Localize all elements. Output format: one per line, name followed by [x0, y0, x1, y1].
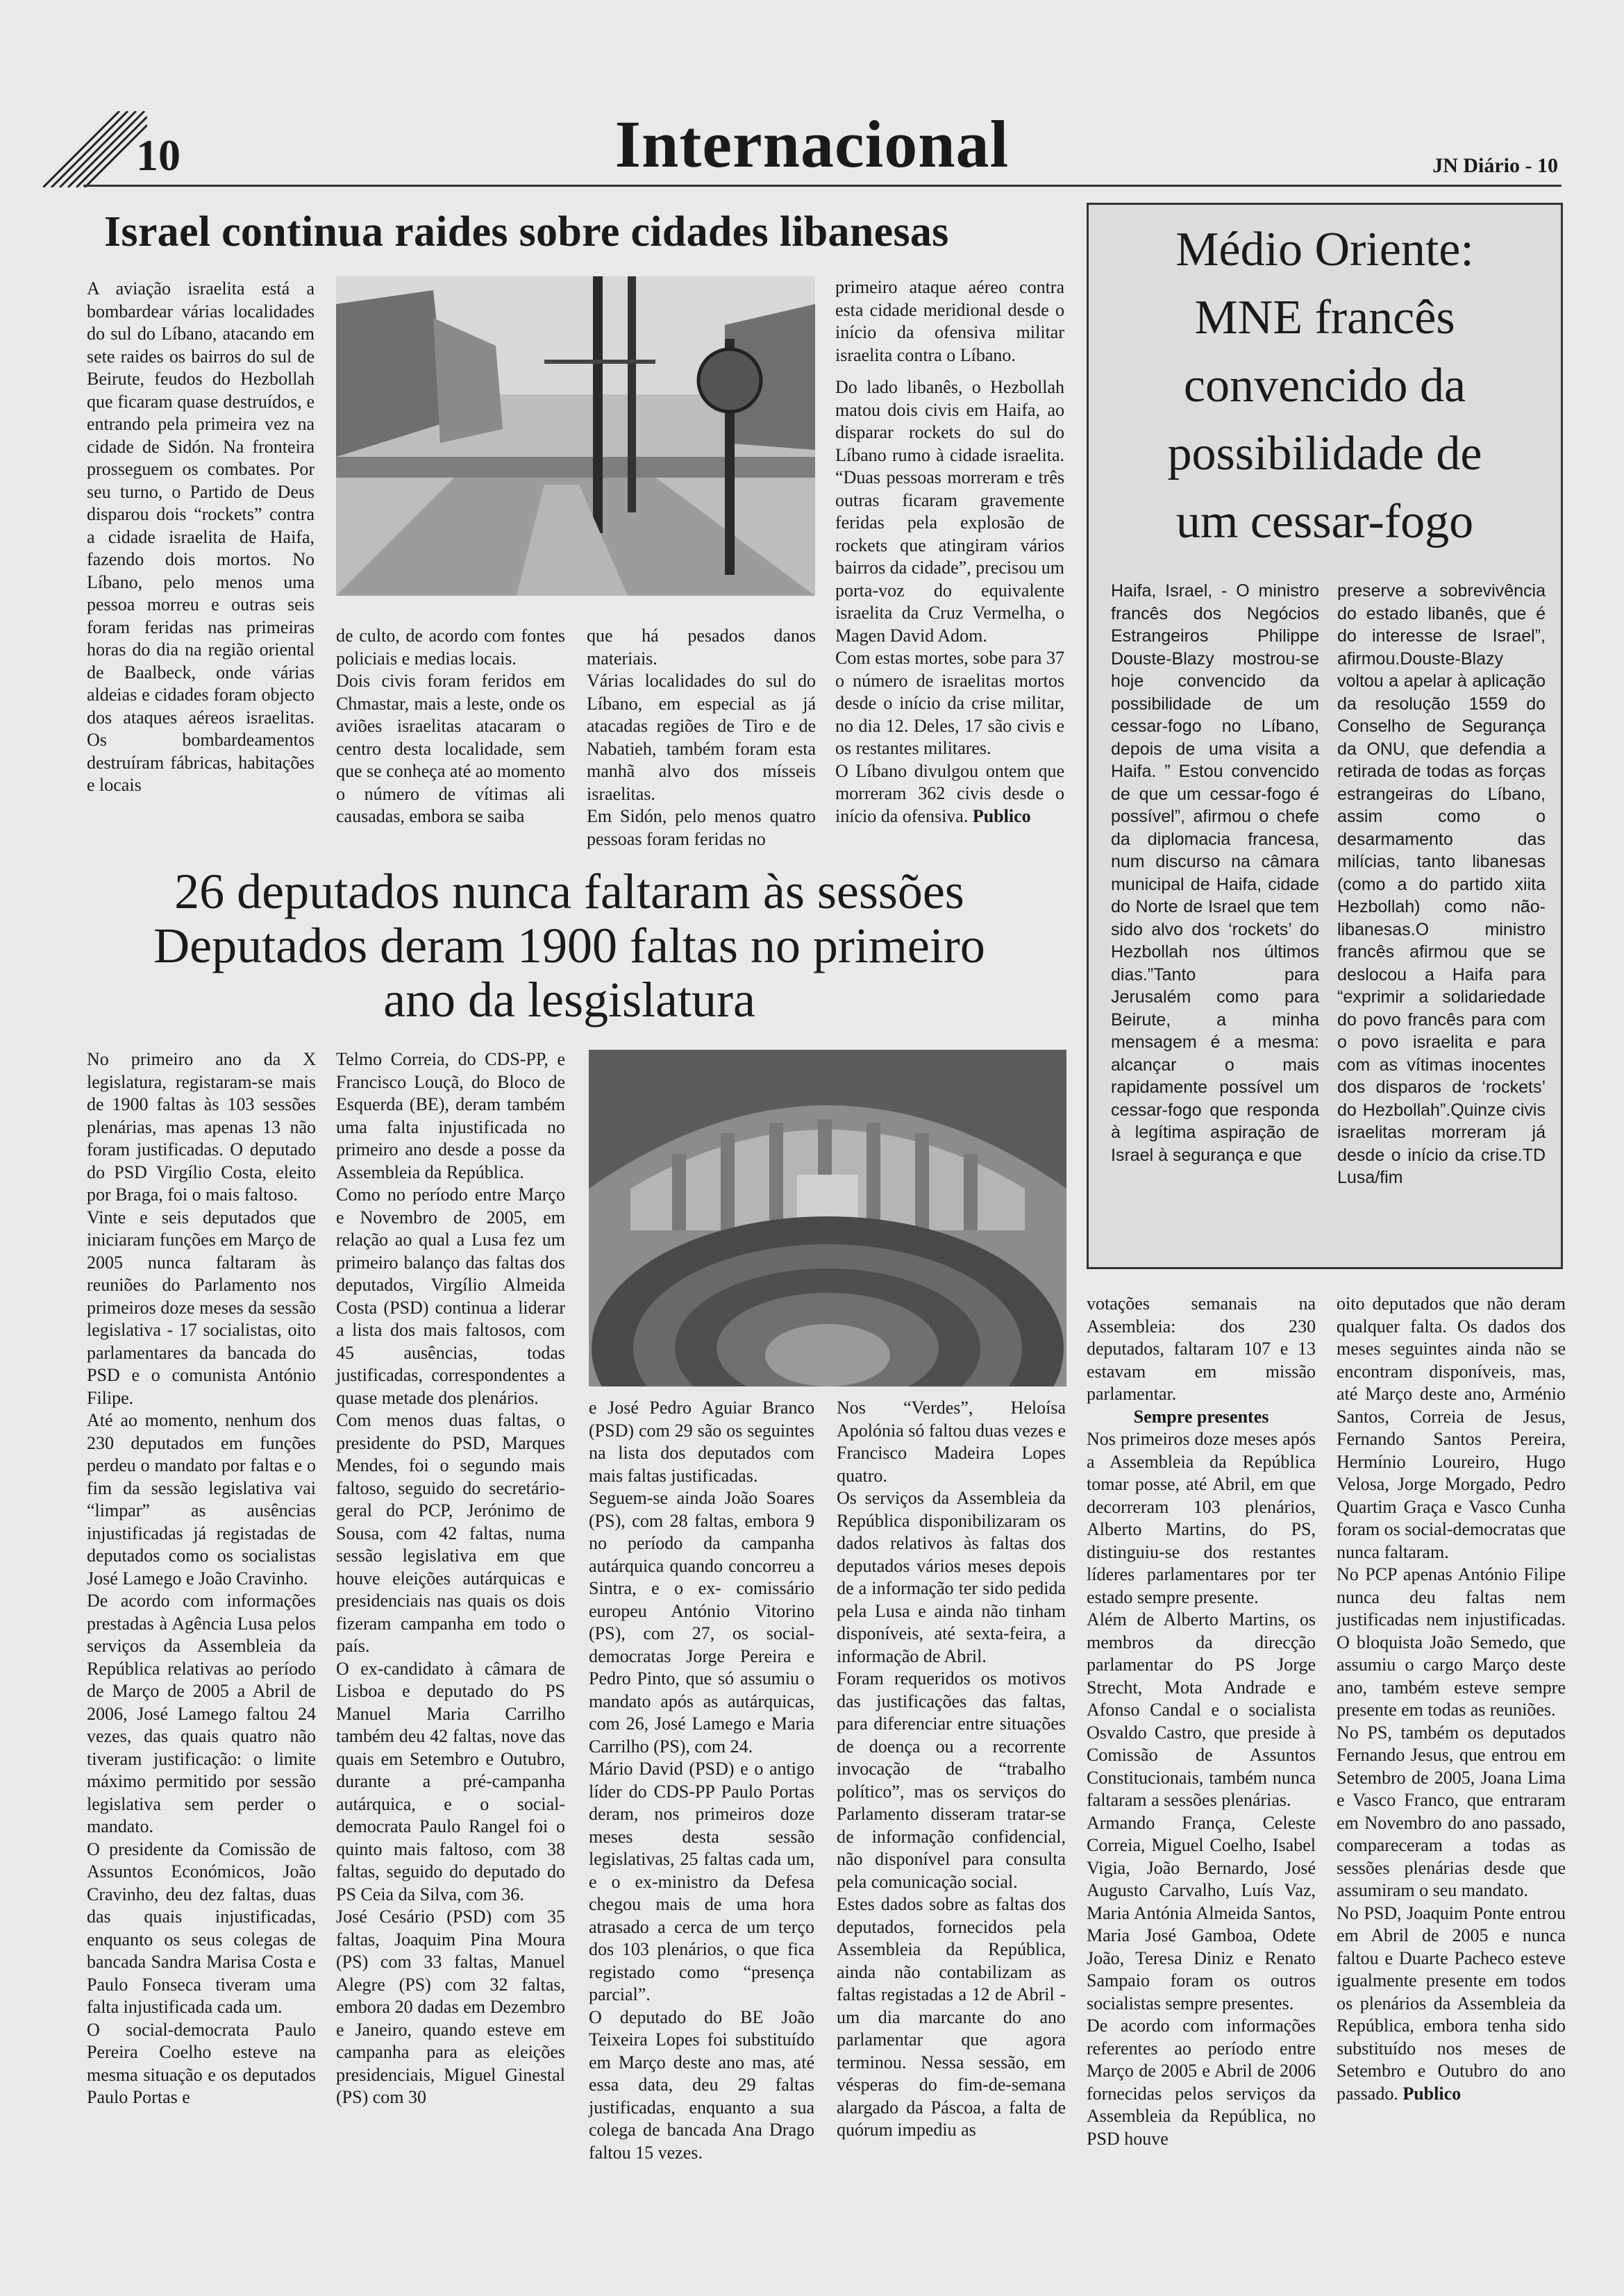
sidebar-column-1: Haifa, Israel, - O ministro francês dos Negócios Estrangeiros Philippe Douste-Blazy mostrou-se hoje convencido da possibilidade de um cessar-fogo no Líbano, depois de uma visita a Haifa. ” Estou convencido de que um cessar-fogo é possível”, afirmou o chefe da diplomacia francesa, num discurso na câmara municipal de Haifa, cidade do Norte de Israel que tem sido alvo dos ‘rockets’ do Hezbollah nos últimos dias.”Tanto para Jerusalém como para Beirute, a minha mensagem é a mesma: alcançar o mais rapidamente possível um cessar-fogo que responda à legítima aspiração de Israel à segurança e que	[1111, 581, 1319, 1165]
page-number: 10	[136, 131, 181, 180]
article2-column-2: Telmo Correia, do CDS-PP, e Francisco Louçã, do Bloco de Esquerda (BE), deram também uma falta injustificada no primeiro ano desde a posse da Assembleia da República. Como no período entre Março e Novembro de 2005, em relação ao qual a Lusa fez um primeiro balanço das faltas dos deputados, Virgílio Almeida Costa (PSD) continua a liderar a lista dos mais faltosos, com 45 ausências, todas justificadas, correspondentes a quase metade dos plenários. Com menos duas faltas, o presidente do PSD, Marques Mendes, foi o segundo mais faltoso, seguido do secretário-geral do PCP, Jerónimo de Sousa, com 42 faltas, numa sessão legislativa em que houve eleições autárquicas e presidenciais nas quais os dois fizeram campanha em todo o país. O ex-candidato à câmara de Lisboa e deputado do PS Manuel Maria Carrilho também deu 42 faltas, nove das quais em Setembro e Outubro, durante a pré-campanha autárquica, e o social-democrata Paulo Rangel foi o quinto mais faltoso, com 38 faltas, seguido do deputado do PS Ceia da Silva, com 36. José Cesário (PSD) com 35 faltas, Joaquim Pina Moura (PS) com 33 faltas, Manuel Alegre (PS) com 32 faltas, embora 20 dadas em Dezembro e Janeiro, quando esteve em campanha para as eleições presidenciais, Miguel Ginestal (PS) com 30	[336, 1049, 565, 2107]
article1-column-1: A aviação israelita está a bombardear várias localidades do sul do Líbano, atacando em sete raides os bairros do sul de Beirute, feudos do Hezbollah que ficaram quase destruídos, e entrando pela primeira vez na cidade de Sidón. Na fronteira prosseguem os combates. Por seu turno, o Partido de Deus disparou dois “rockets” contra a cidade israelita de Haifa, fazendo dois mortos. No Líbano, pelo menos uma pessoa morreu e outras seis foram feridas nas primeiras horas do dia na região oriental de Baalbeck, onde várias aldeias e cidades foram objecto dos ataques aéreos israelitas. Os bombardeamentos destruíram fábricas, habitações e locais	[87, 278, 315, 795]
street-photo	[336, 276, 815, 596]
newspaper-name: JN Diário - 10	[1432, 154, 1558, 177]
article1-column-2: de culto, de acordo com fontes policiais e medias locais. Dois civis foram feridos em Chmastar, mais a leste, onde os aviões israelitas atacaram o centro desta localidade, sem que se conheça até ao momento o número de vítimas ali causadas, embora se saiba	[336, 626, 565, 826]
sidebar-box	[1087, 203, 1563, 1269]
subhead-sempre-presentes: Sempre presentes	[1133, 1406, 1269, 1427]
article2-credit: Publico	[1403, 2083, 1462, 2104]
article2-column-3: e José Pedro Aguiar Branco (PSD) com 29 são os seguintes na lista dos deputados com mais faltas justificadas. Seguem-se ainda João Soares (PS), com 28 faltas, embora 9 no período da campanha autárquica quando concorreu a Sintra, e o ex- comissário europeu António Vitorino (PS), com 27, os social-democratas Jorge Pereira e Pedro Pinto, que só assumiu o mandato após as autárquicas, com 26, José Lamego e Maria Carrilho (PS), com 24. Mário David (PSD) e o antigo líder do CDS-PP Paulo Portas deram, nos primeiros doze meses desta sessão legislativas, 25 faltas cada um, e o ex-ministro da Defesa chegou mais de uma hora atrasado a cerca de um terço dos 103 plenários, o que fica registado como “presença parcial”. O deputado do BE João Teixeira Lopes foi substituído em Março deste ano mas, até essa data, deu 29 faltas justificadas, enquanto a sua colega de bancada Ana Drago faltou 15 vezes.	[589, 1398, 814, 2163]
sidebar-headline: Médio Oriente: MNE francês convencido da possibilidade de um cessar-fogo	[1167, 223, 1482, 548]
sidebar-column-2: preserve a sobrevivência do estado libanês, que é do interesse de Israel”, afirmou.Douste-Blazy voltou a apelar à aplicação da resolução 1559 do Conselho de Segurança da ONU, que defendia a retirada de todas as forças estrangeiras do Líbano, assim como o desarmamento das milícias, tanto libanesas (como a do partido xiita Hezbollah) como não-libanesas.O ministro francês afirmou que se deslocou a Haifa para “exprimir a solidariedade do povo francês para com o povo israelita e para com as vítimas inocentes dos disparos de ‘rockets’ do Hezbollah”.Quinze civis israelitas morreram já desde o início da crise.TD Lusa/fim	[1337, 581, 1546, 1187]
article2-headline: 26 deputados nunca faltaram às sessões Deputados deram 1900 faltas no primeiro ano da lesgislatura	[153, 864, 985, 1028]
header-rule	[83, 185, 1562, 187]
article2-column-4: Nos “Verdes”, Heloísa Apolónia só faltou duas vezes e Francisco Madeira Lopes quatro. Os serviços da Assembleia da República disponibilizaram os dados relativos às faltas dos deputados vários meses depois de a informação ter sido pedida pela Lusa e ainda não tinham disponíveis, até sexta-feira, a informação de Abril. Foram requeridos os motivos das justificações das faltas, para diferenciar entre situações de doença ou a recorrente invocação de “trabalho político”, mas os serviços do Parlamento disseram tratar-se de informação confidencial, não disponível para consulta pela comunicação social. Estes dados sobre as faltas dos deputados, fornecidos pela Assembleia da República, ainda não contabilizam as faltas registadas a 12 de Abril - um dia marcante do ano parlamentar que agora terminou. Nessa sessão, em vésperas do fim-de-semana alargado da Páscoa, a falta de quórum impediu as	[837, 1398, 1066, 2140]
article1-headline: Israel continua raides sobre cidades libanesas	[104, 208, 949, 255]
parliament-photo	[589, 1050, 1066, 1386]
article1-column-3: que há pesados danos materiais. Várias localidades do sul do Líbano, em especial as já atacadas regiões de Tiro e de Nabatieh, também foram esta manhã alvo dos mísseis israelitas. Em Sidón, pelo menos quatro pessoas foram feridas no	[587, 626, 816, 849]
article1-credit: Publico	[972, 805, 1031, 826]
article2-column-6: oito deputados que não deram qualquer falta. Os dados dos meses seguintes ainda não se encontram disponíveis, mas, até Março deste ano, Arménio Santos, Correia de Jesus, Fernando Santos Pereira, Hermínio Loureiro, Hugo Velosa, Jorge Morgado, Pedro Quartim Graça e Vasco Cunha foram os social-democratas que nunca faltaram. No PCP apenas António Filipe nunca deu faltas nem justificadas nem injustificadas. O bloquista João Semedo, que assumiu o cargo Março deste ano, também esteve sempre presente em todas as reuniões. No PS, também os deputados Fernando Jesus, que entrou em Setembro de 2005, Joana Lima e Vasco Franco, que entraram em Novembro do ano passado, compareceram a todas as sessões plenárias desde que assumiram o seu mandato. No PSD, Joaquim Ponte entrou em Abril de 2005 e nunca faltou e Duarte Pacheco esteve igualmente presente em todos os plenários da Assembleia da República, embora tenha sido substituído nos meses de Setembro e Outubro do ano passado. Publico	[1337, 1293, 1566, 2104]
article2-column-1: No primeiro ano da X legislatura, registaram-se mais de 1900 faltas às 103 sessões plenárias, mas apenas 13 não foram justificadas. O deputado do PSD Virgílio Costa, eleito por Braga, foi o mais faltoso. Vinte e seis deputados que iniciaram funções em Março de 2005 nunca faltaram às reuniões do Parlamento nos primeiros doze meses da sessão legislativa - 17 socialistas, oito parlamentares da bancada do PSD e o comunista António Filipe. Até ao momento, nenhum dos 230 deputados em funções perdeu o mandato por faltas e o fim da sessão legislativa vai “limpar” as ausências injustificadas já registadas de deputados como os socialistas José Lamego e João Cravinho. De acordo com informações prestadas à Agência Lusa pelos serviços da Assembleia da República relativas ao período de Março de 2005 a Abril de 2006, José Lamego faltou 24 vezes, das quais quatro não tiveram justificação: o limite máximo permitido por sessão legislativa sem perder o mandato. O presidente da Comissão de Assuntos Económicos, João Cravinho, deu dez faltas, duas das quais injustificadas, enquanto os seus colegas de bancada Sandra Marisa Costa e Paulo Fonseca tiveram uma falta injustificada cada um. O social-democrata Paulo Pereira Coelho esteve na mesma situação e os deputados Paulo Portas e	[87, 1049, 316, 2107]
article2-column-5: votações semanais na Assembleia: dos 230 deputados, faltaram 107 e 13 estavam em missão parlamentar. Sempre presentes Nos primeiros doze meses após a Assembleia da República tomar posse, até Abril, em que decorreram 103 plenários, Alberto Martins, do PS, distinguiu-se dos restantes líderes parlamentares por ter estado sempre presente. Além de Alberto Martins, os membros da direcção parlamentar do PS Jorge Strecht, Mota Andrade e Afonso Candal e o socialista Osvaldo Castro, que preside à Comissão de Assuntos Constitucionais, também nunca faltaram a sessões plenárias. Armando França, Celeste Correia, Miguel Coelho, Isabel Vigia, João Bernardo, José Augusto Carvalho, Luís Vaz, Maria Antónia Almeida Santos, Maria José Gamboa, Odete João, Teresa Diniz e Renato Sampaio foram os outros socialistas sempre presentes. De acordo com informações referentes ao período entre Março de 2005 e Abril de 2006 fornecidas pelos serviços da Assembleia da República, no PSD houve	[1087, 1293, 1316, 2149]
article1-column-4: primeiro ataque aéreo contra esta cidade meridional desde o início da ofensiva militar israelita contra o Líbano. Do lado libanês, o Hezbollah matou dois civis em Haifa, ao disparar rockets do sul do Líbano rumo à cidade israelita. “Duas pessoas morreram e três outras ficaram gravemente feridas pela explosão de rockets que atingiram vários bairros da cidade”, precisou um porta-voz do equivalente israelita da Cruz Vermelha, o Magen David Adom. Com estas mortes, sobe para 37 o número de israelitas mortos desde o início da crise militar, no dia 12. Deles, 17 são civis e os restantes militares. O Líbano divulgou ontem que morreram 362 civis desde o início da ofensiva. Publico	[835, 277, 1064, 826]
section-title: Internacional	[614, 107, 1010, 181]
